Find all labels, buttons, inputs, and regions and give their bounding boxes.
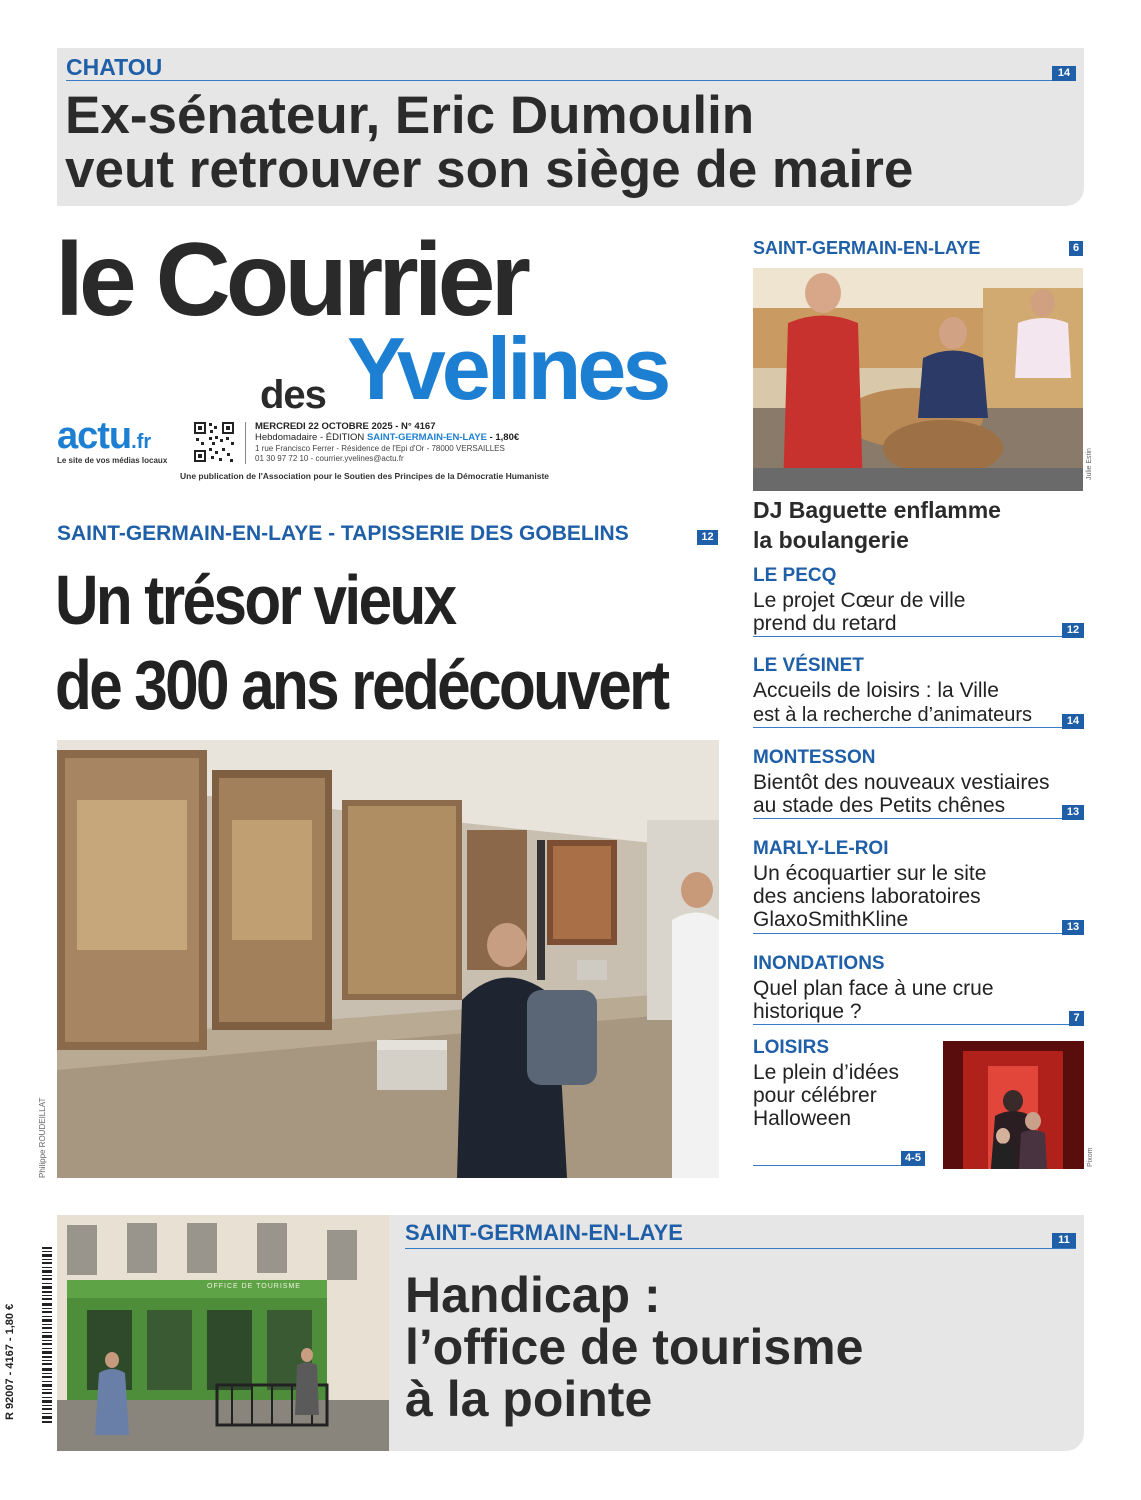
- bottom-story-title-line2: l’office de tourisme: [405, 1319, 864, 1375]
- tapestry-gallery-illustration: [57, 740, 719, 1178]
- actu-logo-tld: .fr: [131, 431, 152, 453]
- edition-price: - 1,80€: [486, 432, 520, 443]
- brief-marly-le-roi[interactable]: [753, 838, 1084, 935]
- side-feature-page-badge: 6: [1069, 241, 1083, 256]
- masthead: [55, 222, 725, 485]
- masthead-info: [255, 421, 725, 464]
- brief-title-line1: Accueils de loisirs : la Ville: [753, 679, 999, 702]
- brief-rule: [753, 727, 1084, 728]
- brief-kicker: MARLY-LE-ROI: [753, 838, 889, 859]
- date-issue: MERCREDI 22 OCTOBRE 2025 - N° 4167: [255, 421, 436, 432]
- side-feature-title-line1[interactable]: DJ Baguette enflamme: [753, 497, 1001, 523]
- brief-rule: [753, 1165, 925, 1166]
- brief-loisirs[interactable]: [753, 1037, 1094, 1169]
- brief-page-badge: 12: [1062, 623, 1084, 638]
- barcode-icon: [24, 1245, 54, 1425]
- edition-name: SAINT-GERMAIN-EN-LAYE: [366, 432, 487, 443]
- actu-logo-text: actu: [57, 415, 132, 457]
- tapestry-gallery-photo[interactable]: [57, 740, 719, 1178]
- brief-title-line2: historique ?: [753, 1000, 862, 1023]
- brief-title-line3: GlaxoSmithKline: [753, 908, 909, 931]
- brief-kicker: MONTESSON: [753, 747, 876, 768]
- main-story-title-line1[interactable]: Un trésor vieux: [55, 561, 455, 639]
- barcode-text: R 92007 - 4167 - 1,80 €: [4, 1303, 16, 1420]
- brief-title-line1: Le plein d’idées: [753, 1061, 899, 1084]
- top-story-rule: [66, 80, 1076, 81]
- halloween-illustration: [943, 1041, 1084, 1169]
- tourist-office-illustration: [57, 1215, 389, 1451]
- side-photo-credit: Julie Estin: [1086, 448, 1093, 480]
- brief-title-line2: prend du retard: [753, 612, 897, 635]
- brief-page-badge: 4-5: [901, 1151, 925, 1166]
- contact: 01 30 97 72 10 - courrier.yvelines@actu.fr: [255, 454, 404, 463]
- edition-line: [255, 432, 725, 444]
- brief-page-badge: 13: [1062, 805, 1084, 820]
- brief-montesson[interactable]: [753, 747, 1084, 820]
- bakery-illustration: [753, 268, 1083, 491]
- brief-rule: [753, 818, 1084, 819]
- bottom-story-banner[interactable]: [57, 1215, 1084, 1451]
- brief-title-line2: pour célébrer: [753, 1084, 877, 1107]
- brief-le-vesinet[interactable]: [753, 655, 1084, 730]
- main-photo-credit: Philippe ROUDEILLAT: [38, 1097, 47, 1178]
- bottom-story-title-line1: Handicap :: [405, 1267, 661, 1323]
- shop-sign: OFFICE DE TOURISME: [207, 1283, 301, 1290]
- bottom-story-rule: [405, 1248, 1076, 1249]
- brief-title-line2: des anciens laboratoires: [753, 885, 981, 908]
- brief-kicker: LE PECQ: [753, 565, 837, 586]
- logo-line1: le Courrier: [55, 222, 526, 338]
- bottom-story-page-badge: 11: [1052, 1233, 1076, 1248]
- brief-title-line3: Halloween: [753, 1107, 852, 1130]
- main-story-kicker[interactable]: SAINT-GERMAIN-EN-LAYE - TAPISSERIE DES GOBELINS: [57, 522, 629, 545]
- bakery-photo[interactable]: [753, 268, 1083, 491]
- main-story-title-line2[interactable]: de 300 ans redécouvert: [55, 646, 668, 724]
- brief-kicker: INONDATIONS: [753, 953, 885, 974]
- actu-logo[interactable]: [57, 415, 151, 458]
- brief-page-badge: 7: [1069, 1011, 1084, 1026]
- brief-title-line1: Quel plan face à une crue: [753, 977, 994, 1000]
- loisirs-photo-credit: Pixom: [1087, 1147, 1094, 1167]
- actu-tagline: Le site de vos médias locaux: [57, 456, 168, 465]
- address: 1 rue Francisco Ferrer - Résidence de l'Epi d'Or - 78000 VERSAILLES: [255, 444, 505, 453]
- brief-title-line2: au stade des Petits chênes: [753, 794, 1006, 817]
- tourist-office-photo[interactable]: [57, 1215, 389, 1451]
- qr-code-icon[interactable]: [193, 421, 235, 463]
- top-story-kicker: CHATOU: [66, 54, 163, 80]
- bottom-story-kicker: SAINT-GERMAIN-EN-LAYE: [405, 1220, 683, 1245]
- main-story-page-badge: 12: [697, 530, 718, 545]
- top-story-title-line1: Ex-sénateur, Eric Dumoulin: [65, 86, 755, 145]
- brief-page-badge: 14: [1062, 714, 1084, 729]
- brief-title-line1: Un écoquartier sur le site: [753, 862, 987, 885]
- brief-title-line1: Le projet Cœur de ville: [753, 589, 966, 612]
- side-feature-title-line2[interactable]: la boulangerie: [753, 527, 909, 553]
- top-story-banner[interactable]: [57, 48, 1084, 206]
- brief-le-pecq[interactable]: [753, 565, 1084, 638]
- brief-title-line1: Bientôt des nouveaux vestiaires: [753, 771, 1050, 794]
- brief-rule: [753, 636, 1084, 637]
- masthead-divider: [245, 422, 246, 464]
- top-story-title-line2: veut retrouver son siège de maire: [65, 140, 914, 199]
- edition-prefix: Hebdomadaire - ÉDITION: [255, 432, 367, 443]
- brief-kicker: LE VÉSINET: [753, 655, 864, 676]
- logo-line2: Yvelines: [347, 319, 668, 418]
- brief-rule: [753, 933, 1084, 934]
- brief-inondations[interactable]: [753, 953, 1084, 1026]
- brief-page-badge: 13: [1062, 920, 1084, 935]
- brief-title-line2: est à la recherche d’animateurs: [753, 704, 1033, 726]
- bottom-story-title-line3: à la pointe: [405, 1371, 653, 1427]
- halloween-photo[interactable]: [943, 1041, 1084, 1169]
- logo-des: des: [260, 373, 326, 417]
- publisher-line: Une publication de l'Association pour le Soutien des Principes de la Démocratie Humaniste: [180, 471, 550, 481]
- brief-kicker: LOISIRS: [753, 1037, 830, 1058]
- top-story-page-badge: 14: [1052, 66, 1076, 81]
- side-feature-kicker[interactable]: SAINT-GERMAIN-EN-LAYE: [753, 238, 981, 258]
- brief-rule: [753, 1024, 1084, 1025]
